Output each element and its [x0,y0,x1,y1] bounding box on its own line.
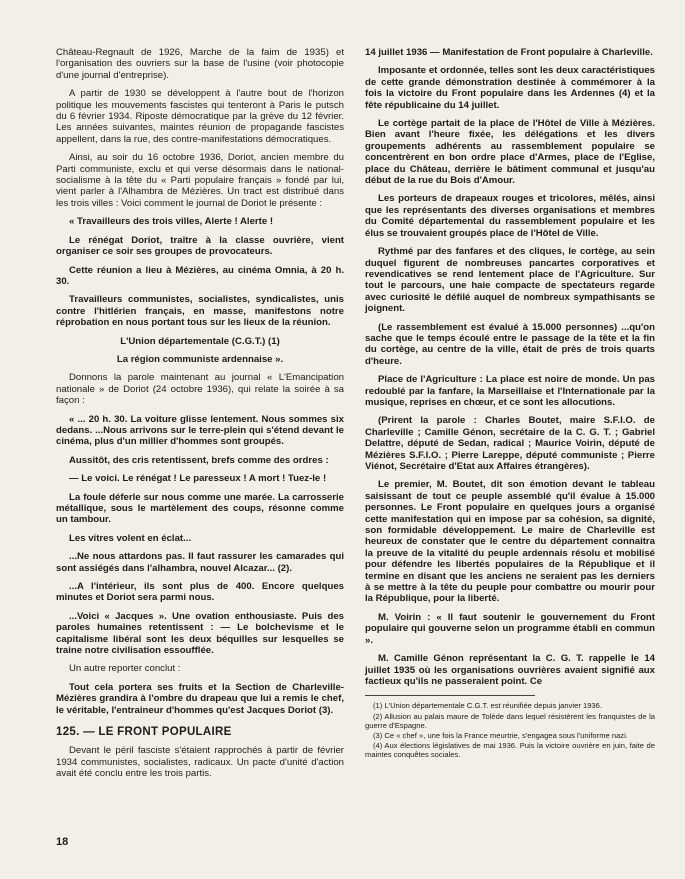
tract-quote: Cette réunion a lieu à Mézières, au cinéma Omnia, à 20 h. 30. [56,264,344,287]
journal-quote: ...A l'intérieur, ils sont plus de 400. Encore quelques minutes et Doriot sera parmi nous. [56,581,344,604]
report-paragraph: Le cortège partait de la place de l'Hôtel de Ville à Mézières. Bien avant l'heure fixée, les délégations et les divers groupements adhérents au rassemblement populaire se concentrèrent en bon ordre place d'Armes, place de l'Eglise, place du Château, derrière le bâtiment communal et jusqu'au début de la rue du Bois d'Amour. [365,118,655,187]
report-paragraph: Le premier, M. Boutet, dit son émotion devant le tableau saisissant de tout ce peuple assemblé qu'il évalue à 15.000 personnes. Le Front populaire en quelques jours a organisé cette manifestation qui en impose par sa cohésion, sa dignité, son formidable développement. Le maire de Charleville est heureux de constater que le centre du département connaitra la preuve de la vitalité du peuple ardennais résolu et mobilisé pour défendre les libertés populaires de la République et il termine en disant que les anciens ne seraient pas les derniers à se mettre à la tête du peuple pour combattre ou mourir pour la République, pour la liberté. [365,479,655,605]
footnote: (1) L'Union départementale C.G.T. est réunifiée depuis janvier 1936. [373,701,602,711]
tract-quote: Le rénégat Doriot, traître à la classe ouvrière, vient organiser ce soir ses groupes de provocateurs. [56,234,344,258]
tract-quote: « Travailleurs des trois villes, Alerte ! Alerte ! [69,216,274,228]
report-paragraph: Place de l'Agriculture : La place est noire de monde. Un pas redoublé par la fanfare, la Marseillaise et l'Internationale par la musique, reprises en chœur, et ce sont les allocutions. [365,374,655,408]
journal-quote: — Le voici. Le rénégat ! Le paresseux ! A mort ! Tuez-le ! [69,473,327,485]
section-title: 125. — LE FRONT POPULAIRE [56,726,232,739]
page-number: 18 [56,836,69,848]
paragraph: Donnons la parole maintenant au journal « L'Emancipation nationale » de Doriot (24 octobre 1936), qui relate la soirée à sa façon : [56,372,344,407]
footnote: (2) Allusion au palais maure de Tolède dans lequel résistèrent les franquistes de la guerre d'Espagne. [365,711,655,730]
tract-signature: La région communiste ardennaise ». [116,353,284,365]
journal-quote: ...Voici « Jacques ». Une ovation enthousiaste. Puis des paroles humaines retentissent : — Le bolchevisme et le capitalisme libéral sont les deux béquilles sur lesquelles se traine notre civilisation essoufflée. [56,610,344,657]
footnote: (3) Ce « chef », une fois la France meurtrie, s'engagea sous l'uniforme nazi. [373,730,628,740]
journal-quote: La foule déferle sur nous comme une marée. La carrosserie métallique, sous le martèlement des coups, résonne comme un tambour. [56,491,344,526]
paragraph: Ainsi, au soir du 16 octobre 1936, Doriot, ancien membre du Parti communiste, exclu et qui verse désormais dans le national-socialisme à la tête du « Parti populaire français » fondé par lui, vient parler à l'Alhambra de Mézières. Un tract est distribué dans les trois villes : Voici comment le journal de Doriot le présente : [56,152,344,209]
report-paragraph: (Prirent la parole : Charles Boutet, maire S.F.I.O. de Charleville ; Camille Génon, secrétaire de la C. G. T. ; Gabriel Delattre, député de Sedan, radical ; Maurice Voirin, député de Mézières S.F.I.O. ; Pierre Lareppe, député communiste ; Pierre Viénot, Secrétaire d'Etat aux Affaires étrangères). [365,415,655,472]
paragraph: Devant le péril fasciste s'étaient rapprochés à partir de février 1934 communistes, socialistes, radicaux. Un pacte d'unité d'action avait été conclu entre les trois partis. [56,745,344,779]
journal-quote: ...Ne nous attardons pas. Il faut rassurer les camarades qui sont assiégés dans l'alhambra, nouvel Alcazar... (2). [56,551,344,574]
right-column [365,47,655,761]
tract-quote: Travailleurs communistes, socialistes, syndicalistes, unis contre l'hitlérien français, en masse, manifestons notre réprobation en nous portant tous sur les lieux de la réunion. [56,294,344,329]
report-paragraph: M. Camille Génon représentant la C. G. T. rappelle le 14 juillet 1935 où les organisations ouvrières avaient signifié aux factieux qu'ils ne passeraient point. Ce [365,653,655,687]
journal-quote: « ... 20 h. 30. La voiture glisse lentement. Nous sommes six dedans. ...Nous arrivons sur le terre-plein qui s'étend devant le cinéma, plus d'un millier d'hommes sont groupés. [56,413,344,448]
document-heading: 14 juillet 1936 — Manifestation de Front populaire à Charleville. [365,47,653,58]
report-paragraph: Les porteurs de drapeaux rouges et tricolores, mêlés, ainsi que les représentants des diverses organisations et membres du Comité départemental du rassemblement populaire et les élus se trouvaient groupés place de l'Hôtel de Ville. [365,193,655,239]
journal-quote: Aussitôt, des cris retentissent, brefs comme des ordres : [69,454,329,466]
paragraph: A partir de 1930 se développent à l'autre bout de l'horizon politique les mouvements fascistes qui tenteront à Paris le putsch du 6 février 1934. Riposte démocratique par la grève du 12 février. Les années suivantes, maintes réunion de propagande fascistes appellent, dans la rue, des contre-manifestations démocratiques. [56,88,344,145]
journal-quote: Tout cela portera ses fruits et la Section de Charleville-Mézières grandira à l'ombre du drapeau que lui a remis le chef, le véritable, l'entraineur d'hommes qu'est Jacques Doriot (3). [56,681,344,716]
paragraph: Un autre reporter conclut : [69,663,181,675]
journal-quote: Les vitres volent en éclat... [69,532,192,544]
report-paragraph: (Le rassemblement est évalué à 15.000 personnes) ...qu'on sache que le temps écoulé entre le passage de la tête et la fin du cortège, au centre de la ville, était de près de trois quarts d'heure. [365,321,655,367]
footnotes [365,701,655,759]
report-paragraph: M. Voirin : « Il faut soutenir le gouvernement du Front populaire qui gouverne selon un programme établi en commun ». [365,611,655,646]
paragraph: Château-Regnault de 1926, Marche de la faim de 1935) et l'organisation des ouvriers sur la base de l'usine (voir photocopie d'une journal d'entreprise). [56,47,344,81]
footnote: (4) Aux élections législatives de mai 1936. Puis la victoire ouvrière en juin, faite de maintes conquêtes sociales. [365,741,655,760]
report-paragraph: Imposante et ordonnée, telles sont les deux caractéristiques de cette grande démonstration destinée à commémorer à la fois la victoire du Front populaire dans les Ardennes (4) et la fête républicaine du 14 juillet. [365,65,655,111]
left-column [56,47,344,786]
footnote-divider [365,695,535,696]
tract-signature: L'Union départementale (C.G.T.) (1) [120,335,280,347]
report-paragraph: Rythmé par des fanfares et des cliques, le cortège, au sein duquel figurent de nombreuses pancartes corporatives et revendicatives se rend lentement place de l'Agriculture. Sur tout le parcours, une haie compacte de spectateurs regarde avec curiosité le défilé auquel de nombreux sympathisants se joignent. [365,246,655,315]
